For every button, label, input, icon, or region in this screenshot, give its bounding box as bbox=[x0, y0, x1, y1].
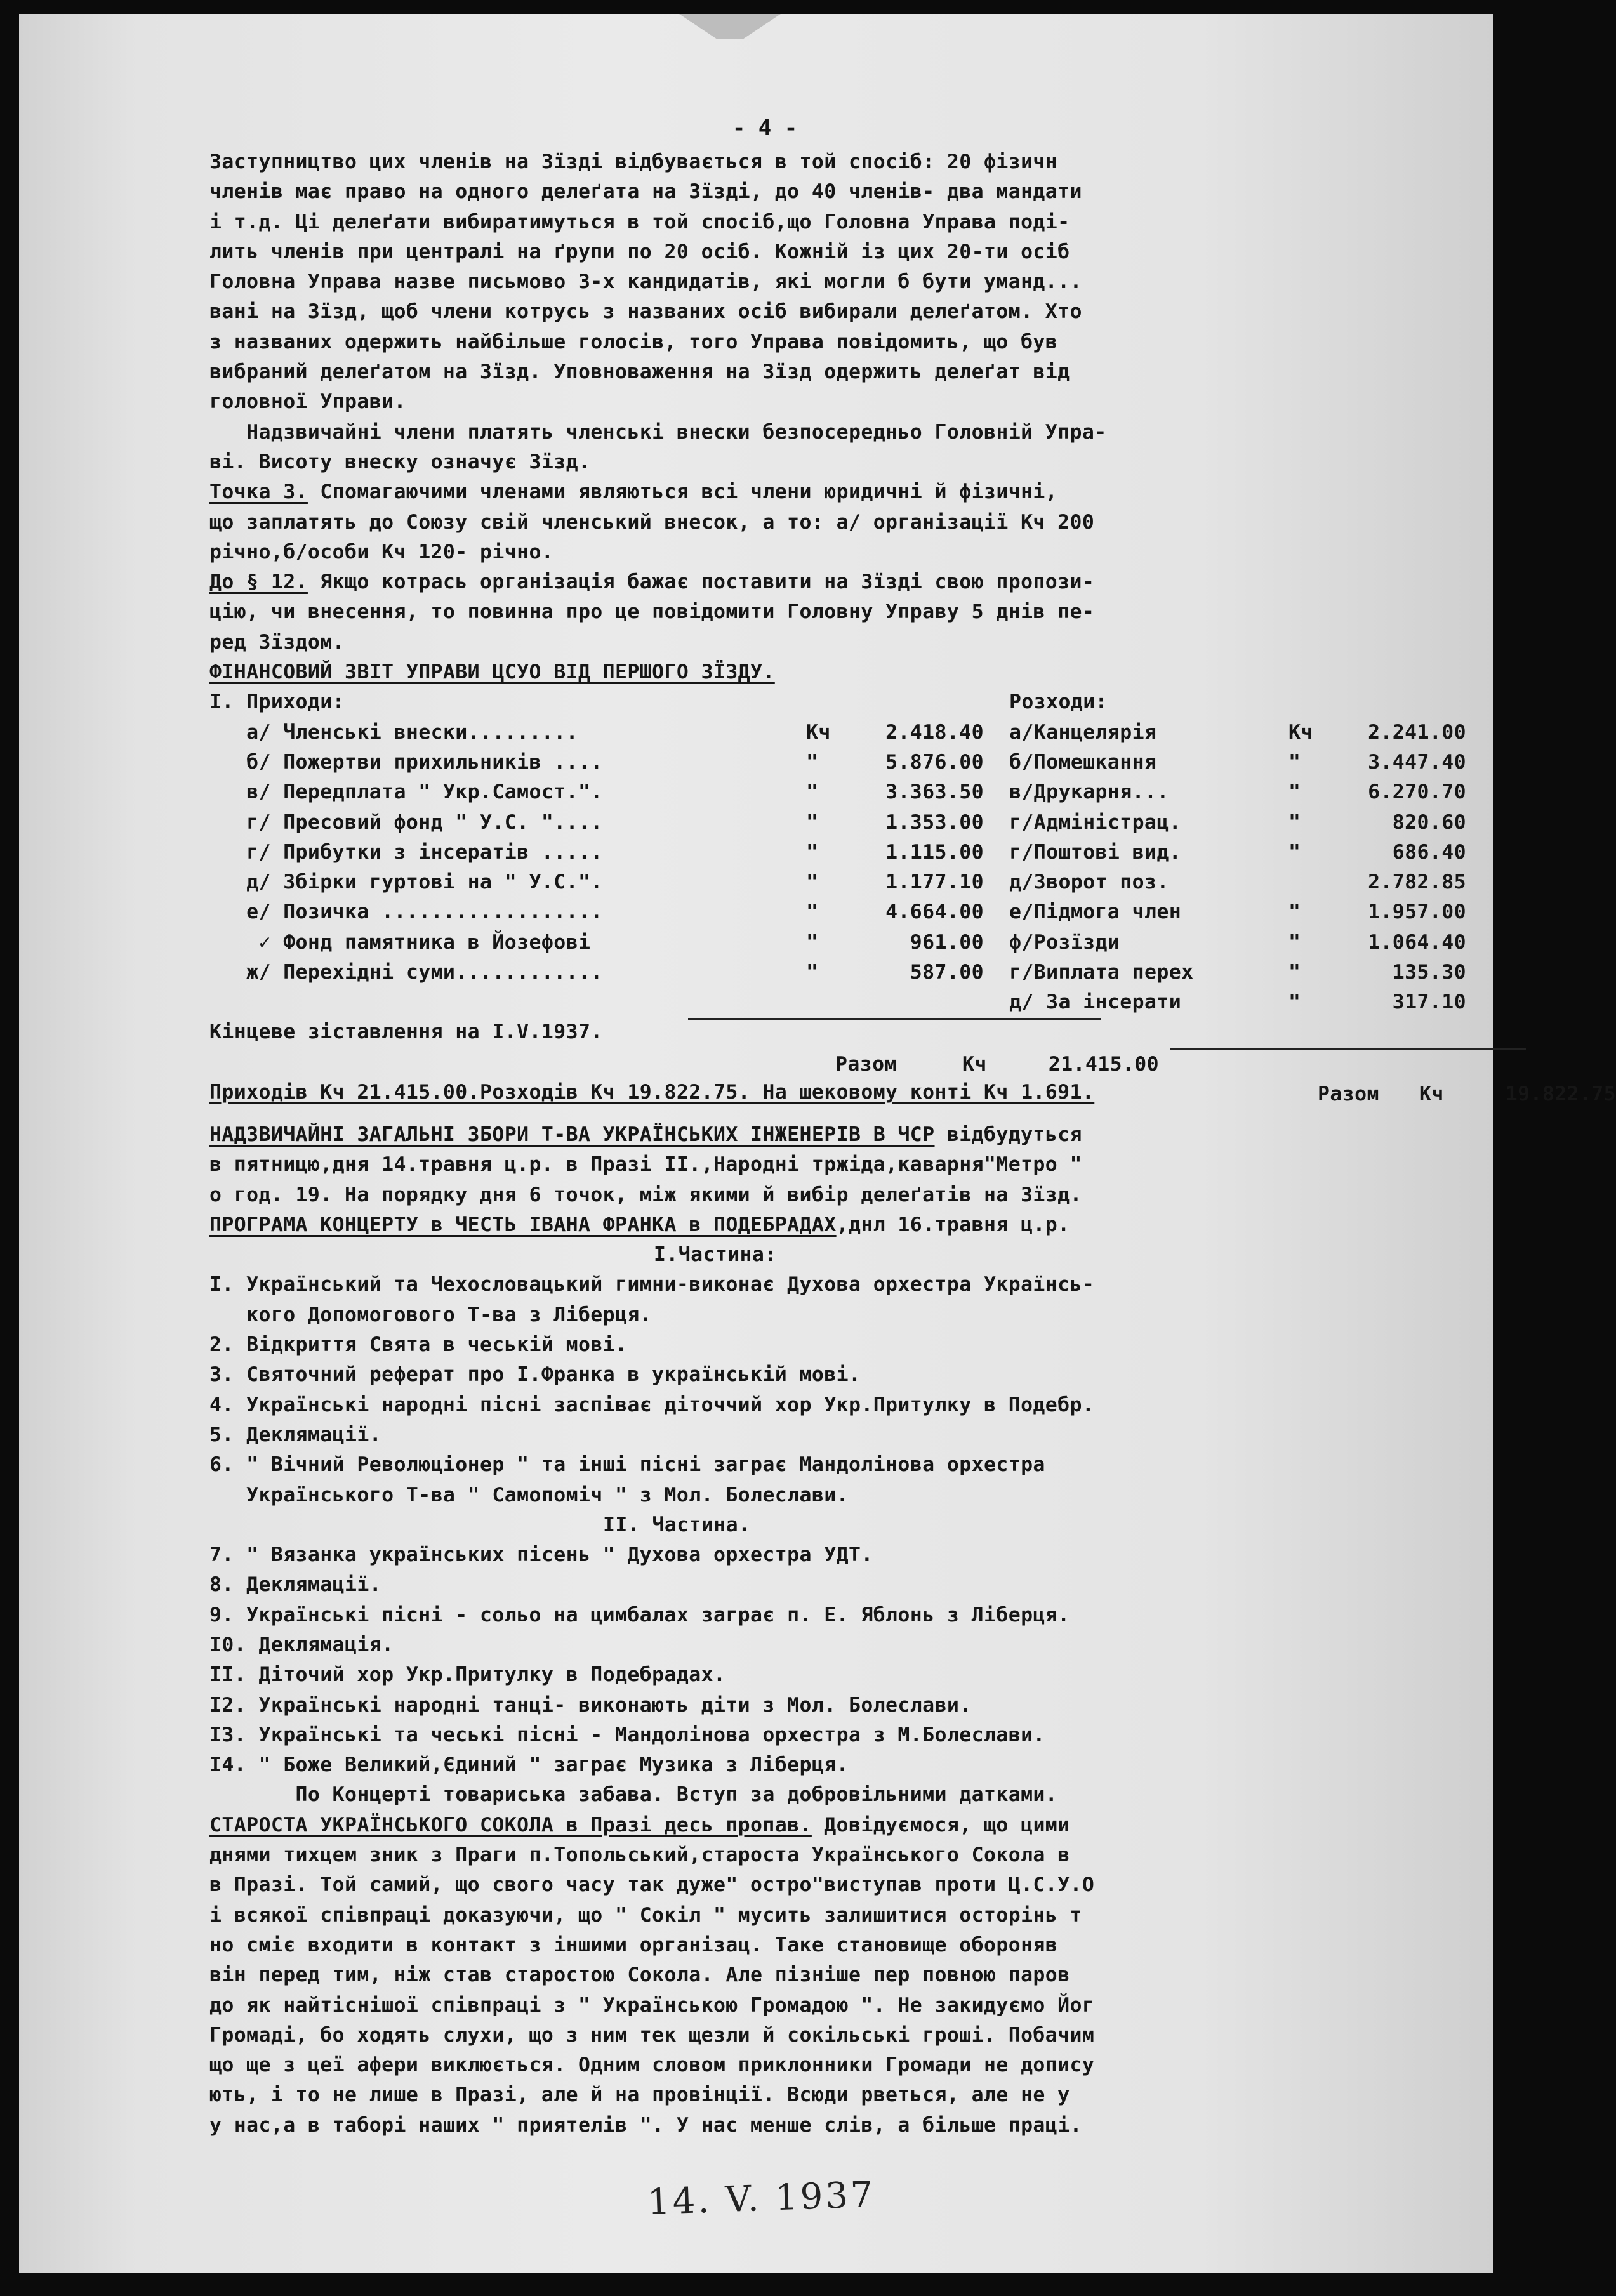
expense-row bbox=[1009, 868, 1492, 897]
text-line: і всякої співпраці доказуючи, що " Сокіл " мусить залишитися осторінь т bbox=[209, 1903, 1082, 1927]
page-number: - 4 - bbox=[732, 115, 798, 141]
income-row bbox=[209, 838, 1003, 868]
text-line: вибраний делеґатом на Зїзд. Уповноваження на Зїзд одержить делеґат від bbox=[209, 360, 1070, 384]
paragraph-12-first: Якщо котрась організація бажає поставити на Зїзді свою пропози- bbox=[307, 571, 1095, 594]
expense-row-currency: " bbox=[1288, 781, 1301, 804]
text-line: лить членів при централі на ґрупи по 20 осіб. Кожній із цих 20-ти осіб bbox=[209, 240, 1070, 263]
expense-row-amount: 2.782.85 bbox=[1368, 871, 1466, 894]
document-body bbox=[209, 115, 1616, 2141]
expense-row-amount: 1.957.00 bbox=[1368, 901, 1466, 924]
program-item: 5. Деклямації. bbox=[209, 1423, 382, 1446]
expense-row-label: б/Помешкання bbox=[1009, 750, 1157, 774]
point-3-first: Спомагаючими членами являються всі члени юридичні й фізичні, bbox=[307, 480, 1058, 504]
income-row-amount: 1.177.10 bbox=[885, 871, 984, 894]
program-item: 6. " Вічний Революціонер " та інші пісні заграє Мандолінова орхестра bbox=[209, 1453, 1045, 1477]
income-row-label: г/ Прибутки з інсератів ..... bbox=[209, 840, 603, 864]
text-line: Головна Управа назве письмово 3-х кандидатів, які могли б бути уманд... bbox=[209, 270, 1082, 294]
text-line: днями тихцем зник з Праги п.Топольський,староста Українського Сокола в bbox=[209, 1844, 1070, 1867]
income-row-amount: 3.363.50 bbox=[885, 781, 984, 804]
concert-heading: ПРОГРАМА КОНЦЕРТУ в ЧЕСТЬ ІВАНА ФРАНКА в ПОДЕБРАДАХ bbox=[209, 1213, 837, 1236]
concert-after: По Концерті товариська забава. Вступ за добровільними датками. bbox=[209, 1783, 1058, 1807]
program-item: I2. Українські народні танці- виконають діти з Мол. Болеслави. bbox=[209, 1693, 972, 1717]
expense-row-amount: 686.40 bbox=[1392, 840, 1466, 864]
assembly-heading: НАДЗВИЧАЙНІ ЗАГАЛЬНІ ЗБОРИ Т-ВА УКРАЇНСЬКИХ ІНЖЕНЕРІВ В ЧСР bbox=[209, 1123, 935, 1146]
program-item: I0. Деклямація. bbox=[209, 1633, 394, 1656]
binder-notch bbox=[679, 14, 781, 39]
text-line: що заплатять до Союзу свій членський внесок, а то: а/ організації Кч 200 bbox=[209, 510, 1095, 534]
expense-row-label: д/Зворот поз. bbox=[1009, 871, 1169, 894]
expense-row-currency: " bbox=[1288, 961, 1301, 984]
text-line: о год. 19. На порядку дня 6 точок, між якими й вибір делеґатів на Зїзд. bbox=[209, 1183, 1082, 1206]
paragraph-12-lines bbox=[209, 597, 1473, 657]
income-row-label: а/ Членські внески......... bbox=[209, 720, 578, 744]
final-balance: Приходів Кч 21.415.00.Розходів Кч 19.822.75. На шековому конті Кч 1.691. bbox=[209, 1080, 1095, 1104]
expense-row-amount: 1.064.40 bbox=[1368, 930, 1466, 954]
finance-heading: ФІНАНСОВИЙ ЗВІТ УПРАВИ ЦСУО ВІД ПЕРШОГО ЗЇЗДУ. bbox=[209, 661, 775, 684]
expense-row-label: а/Канцелярія bbox=[1009, 720, 1157, 744]
text-line: в пятницю,дня 14.травня ц.р. в Празі II.,Народні тржіда,каварня"Метро " bbox=[209, 1153, 1082, 1177]
income-row-amount: 2.418.40 bbox=[885, 720, 984, 744]
expense-total-label: Разом bbox=[1318, 1083, 1379, 1106]
text-line: і т.д. Ці делеґати вибиратимуться в той спосіб,що Головна Управа поді- bbox=[209, 210, 1070, 234]
expense-row-currency: " bbox=[1288, 901, 1301, 924]
expense-total-currency: Кч bbox=[1419, 1083, 1444, 1106]
text-line: ві. Висоту внеску означує Зїзд. bbox=[209, 450, 591, 473]
expense-row-amount: 820.60 bbox=[1392, 810, 1466, 834]
expense-title: Розходи: bbox=[1009, 690, 1108, 714]
income-row-label: ✓ Фонд памятника в Йозефові bbox=[209, 930, 603, 954]
paragraph-12-label: До § 12. bbox=[209, 571, 308, 594]
punch-hole-marks bbox=[19, 14, 1493, 58]
income-row-amount: 5.876.00 bbox=[885, 750, 984, 774]
sokol-lines bbox=[209, 1840, 1473, 2141]
point-3-lines bbox=[209, 508, 1473, 568]
assembly-heading-tail: відбудуться bbox=[934, 1123, 1082, 1146]
income-list bbox=[209, 718, 1003, 988]
expense-row-currency: " bbox=[1288, 750, 1301, 774]
income-row-amount: 1.115.00 bbox=[885, 840, 984, 864]
expense-list bbox=[1009, 718, 1492, 1018]
program-item: 4. Українські народні пісні заспіває діточчий хор Укр.Притулку в Подебр. bbox=[209, 1393, 1095, 1416]
expense-row-label: в/Друкарня... bbox=[1009, 781, 1169, 804]
program-item: I3. Українські та чеські пісні - Мандолінова орхестра з М.Болеслави. bbox=[209, 1723, 1045, 1746]
expense-row bbox=[1009, 777, 1492, 807]
program-item: 2. Відкриття Свята в чеській мові. bbox=[209, 1333, 628, 1357]
text-line: вані на Зїзд, щоб члени котрусь з названих осіб вибирали делеґатом. Хто bbox=[209, 300, 1082, 324]
sokol-heading-tail: Довідуємося, що цими bbox=[811, 1813, 1070, 1837]
expense-row-currency: Кч bbox=[1288, 720, 1313, 744]
expense-row-amount: 3.447.40 bbox=[1368, 750, 1466, 774]
income-row bbox=[209, 928, 1003, 958]
document-sheet bbox=[19, 14, 1616, 2273]
text-line: з названих одержить найбільше голосів, того Управа повідомить, що був bbox=[209, 330, 1058, 353]
concert-part-2-title: II. Частина. bbox=[603, 1513, 751, 1536]
income-row bbox=[209, 718, 1003, 748]
extraordinary-members-paragraph bbox=[209, 418, 1473, 478]
income-row bbox=[209, 868, 1003, 897]
expense-row-label: е/Підмога член bbox=[1009, 901, 1182, 924]
expense-row-currency: " bbox=[1288, 810, 1301, 834]
expense-row-amount: 6.270.70 bbox=[1368, 781, 1466, 804]
text-line: ред Зїздом. bbox=[209, 630, 345, 654]
income-row-amount: 587.00 bbox=[910, 961, 984, 984]
expense-row-amount: 317.10 bbox=[1392, 991, 1466, 1014]
point-3-label: Точка 3. bbox=[209, 480, 308, 504]
expense-row-currency: " bbox=[1288, 840, 1301, 864]
text-line: ють, і то не лише в Празі, але й на провінції. Всюди рветься, але не у bbox=[209, 2083, 1070, 2107]
income-row-label: б/ Пожертви прихильників .... bbox=[209, 750, 603, 774]
expense-row bbox=[1009, 928, 1492, 958]
sokol-heading: СТАРОСТА УКРАЇНСЬКОГО СОКОЛА в Празі десь пропав. bbox=[209, 1813, 812, 1837]
expense-row bbox=[1009, 748, 1492, 777]
income-row-label: ж/ Перехідні суми............ bbox=[209, 961, 603, 984]
expense-row bbox=[1009, 838, 1492, 868]
income-row bbox=[209, 958, 1003, 987]
income-row-label: в/ Передплата " Укр.Самост.". bbox=[209, 781, 603, 804]
expense-row-currency: " bbox=[1288, 991, 1301, 1014]
expense-row-label: г/Адміністрац. bbox=[1009, 810, 1182, 834]
expense-row bbox=[1009, 897, 1492, 927]
concert-heading-tail: ,днл 16.травня ц.р. bbox=[836, 1213, 1070, 1236]
income-row bbox=[209, 897, 1003, 927]
text-line: но сміє входити в контакт з іншими організац. Таке становище обороняв bbox=[209, 1933, 1058, 1956]
expense-row bbox=[1009, 987, 1492, 1017]
income-row-label: г/ Пресовий фонд " У.С. ".... bbox=[209, 810, 603, 834]
income-row-currency: " bbox=[806, 750, 819, 774]
income-total-amount: 21.415.00 bbox=[1048, 1052, 1160, 1076]
text-line: головної Управи. bbox=[209, 390, 406, 414]
expense-row bbox=[1009, 808, 1492, 838]
text-line: Громаді, бо ходять слухи, що з ним тек щезли й сокільські гроші. Побачим bbox=[209, 2023, 1095, 2047]
expense-row-label: г/Виплата перех bbox=[1009, 961, 1194, 984]
income-row-amount: 1.353.00 bbox=[885, 810, 984, 834]
text-line: що ще з цеї афери виклюється. Одним словом приклонники Громади не допису bbox=[209, 2054, 1095, 2077]
text-line: у нас,а в таборі наших " приятелів ". У нас менше слів, а більше праці. bbox=[209, 2113, 1082, 2137]
income-row-amount: 961.00 bbox=[910, 930, 984, 954]
text-line: в Празі. Той самий, що свого часу так дуже" остро"виступав проти Ц.С.У.О bbox=[209, 1873, 1095, 1897]
program-item: кого Допомогового Т-ва з Ліберця. bbox=[209, 1303, 652, 1326]
income-row-currency: " bbox=[806, 930, 819, 954]
expense-row-amount: 135.30 bbox=[1392, 961, 1466, 984]
income-total-label: Разом bbox=[835, 1052, 897, 1076]
income-row bbox=[209, 808, 1003, 838]
income-row bbox=[209, 748, 1003, 777]
text-line: до як найтіснішої співпраці з " Українською Громадою ". Не закидуємо Йог bbox=[209, 1993, 1095, 2017]
text-line: цію, чи внесення, то повинна про це повідомити Головну Управу 5 днів пе- bbox=[209, 600, 1095, 624]
expense-total-amount: 19.822.75 bbox=[1505, 1083, 1616, 1106]
assembly-lines bbox=[209, 1150, 1473, 1210]
income-row-currency: " bbox=[806, 871, 819, 894]
text-line: Надзвичайні члени платять членські внески безпосередньо Головній Упра- bbox=[209, 420, 1107, 444]
program-item: 8. Деклямації. bbox=[209, 1573, 382, 1597]
expense-row-label: д/ За інсерати bbox=[1009, 991, 1182, 1014]
income-row-label: е/ Позичка .................. bbox=[209, 901, 603, 924]
income-title: I. Приходи: bbox=[209, 690, 345, 714]
date-stamp: 14. V. 1937 bbox=[646, 2174, 877, 2224]
expense-row bbox=[1009, 958, 1492, 987]
income-row-currency: Кч bbox=[806, 720, 831, 744]
intro-paragraph bbox=[209, 147, 1473, 418]
concert-part-1-title: I.Частина: bbox=[654, 1243, 777, 1267]
concert-part-2-list bbox=[209, 1540, 1473, 1780]
income-row bbox=[209, 777, 1003, 807]
income-total-currency: Кч bbox=[962, 1052, 987, 1076]
program-item: I. Український та Чехословацький гимни-виконає Духова орхестра Українсь- bbox=[209, 1273, 1095, 1296]
expense-row-amount: 2.241.00 bbox=[1368, 720, 1466, 744]
expense-row-label: г/Поштові вид. bbox=[1009, 840, 1182, 864]
point-3 bbox=[209, 477, 1473, 507]
final-title: Кінцеве зіставлення на I.V.1937. bbox=[209, 1020, 603, 1044]
expense-row bbox=[1009, 718, 1492, 748]
expense-row-label: ф/Розїзди bbox=[1009, 930, 1120, 954]
concert-part-1-list bbox=[209, 1270, 1473, 1510]
program-item: Українського Т-ва " Самопоміч " з Мол. Болеслави. bbox=[209, 1483, 849, 1507]
income-row-currency: " bbox=[806, 901, 819, 924]
program-item: 9. Українські пісні - сольо на цимбалах заграє п. Е. Яблонь з Ліберця. bbox=[209, 1603, 1070, 1626]
program-item: 7. " Вязанка українських пісень " Духова орхестра УДТ. bbox=[209, 1543, 873, 1567]
text-line: річно,б/особи Кч 120- річно. bbox=[209, 540, 554, 564]
program-item: II. Діточий хор Укр.Притулку в Подебрадах. bbox=[209, 1663, 726, 1687]
program-item: 3. Святочний реферат про І.Франка в українській мові. bbox=[209, 1363, 861, 1387]
expense-row-currency: " bbox=[1288, 930, 1301, 954]
income-row-currency: " bbox=[806, 781, 819, 804]
concert-heading-line bbox=[209, 1210, 1473, 1240]
paragraph-12 bbox=[209, 567, 1473, 597]
income-row-label: д/ Збірки гуртові на " У.С.". bbox=[209, 871, 603, 894]
income-row-currency: " bbox=[806, 840, 819, 864]
income-row-currency: " bbox=[806, 961, 819, 984]
program-item: I4. " Боже Великий,Єдиний " заграє Музика з Ліберця. bbox=[209, 1753, 849, 1777]
income-row-amount: 4.664.00 bbox=[885, 901, 984, 924]
text-line: він перед тим, ніж став старостою Сокола. Але пізніше пер повною паров bbox=[209, 1963, 1070, 1987]
sokol-heading-line bbox=[209, 1811, 1473, 1840]
text-line: Заступництво цих членів на Зїзді відбувається в той спосіб: 20 фізичн bbox=[209, 150, 1058, 173]
text-line: членів має право на одного делеґата на Зїзді, до 40 членів- два мандати bbox=[209, 180, 1082, 204]
income-row-currency: " bbox=[806, 810, 819, 834]
